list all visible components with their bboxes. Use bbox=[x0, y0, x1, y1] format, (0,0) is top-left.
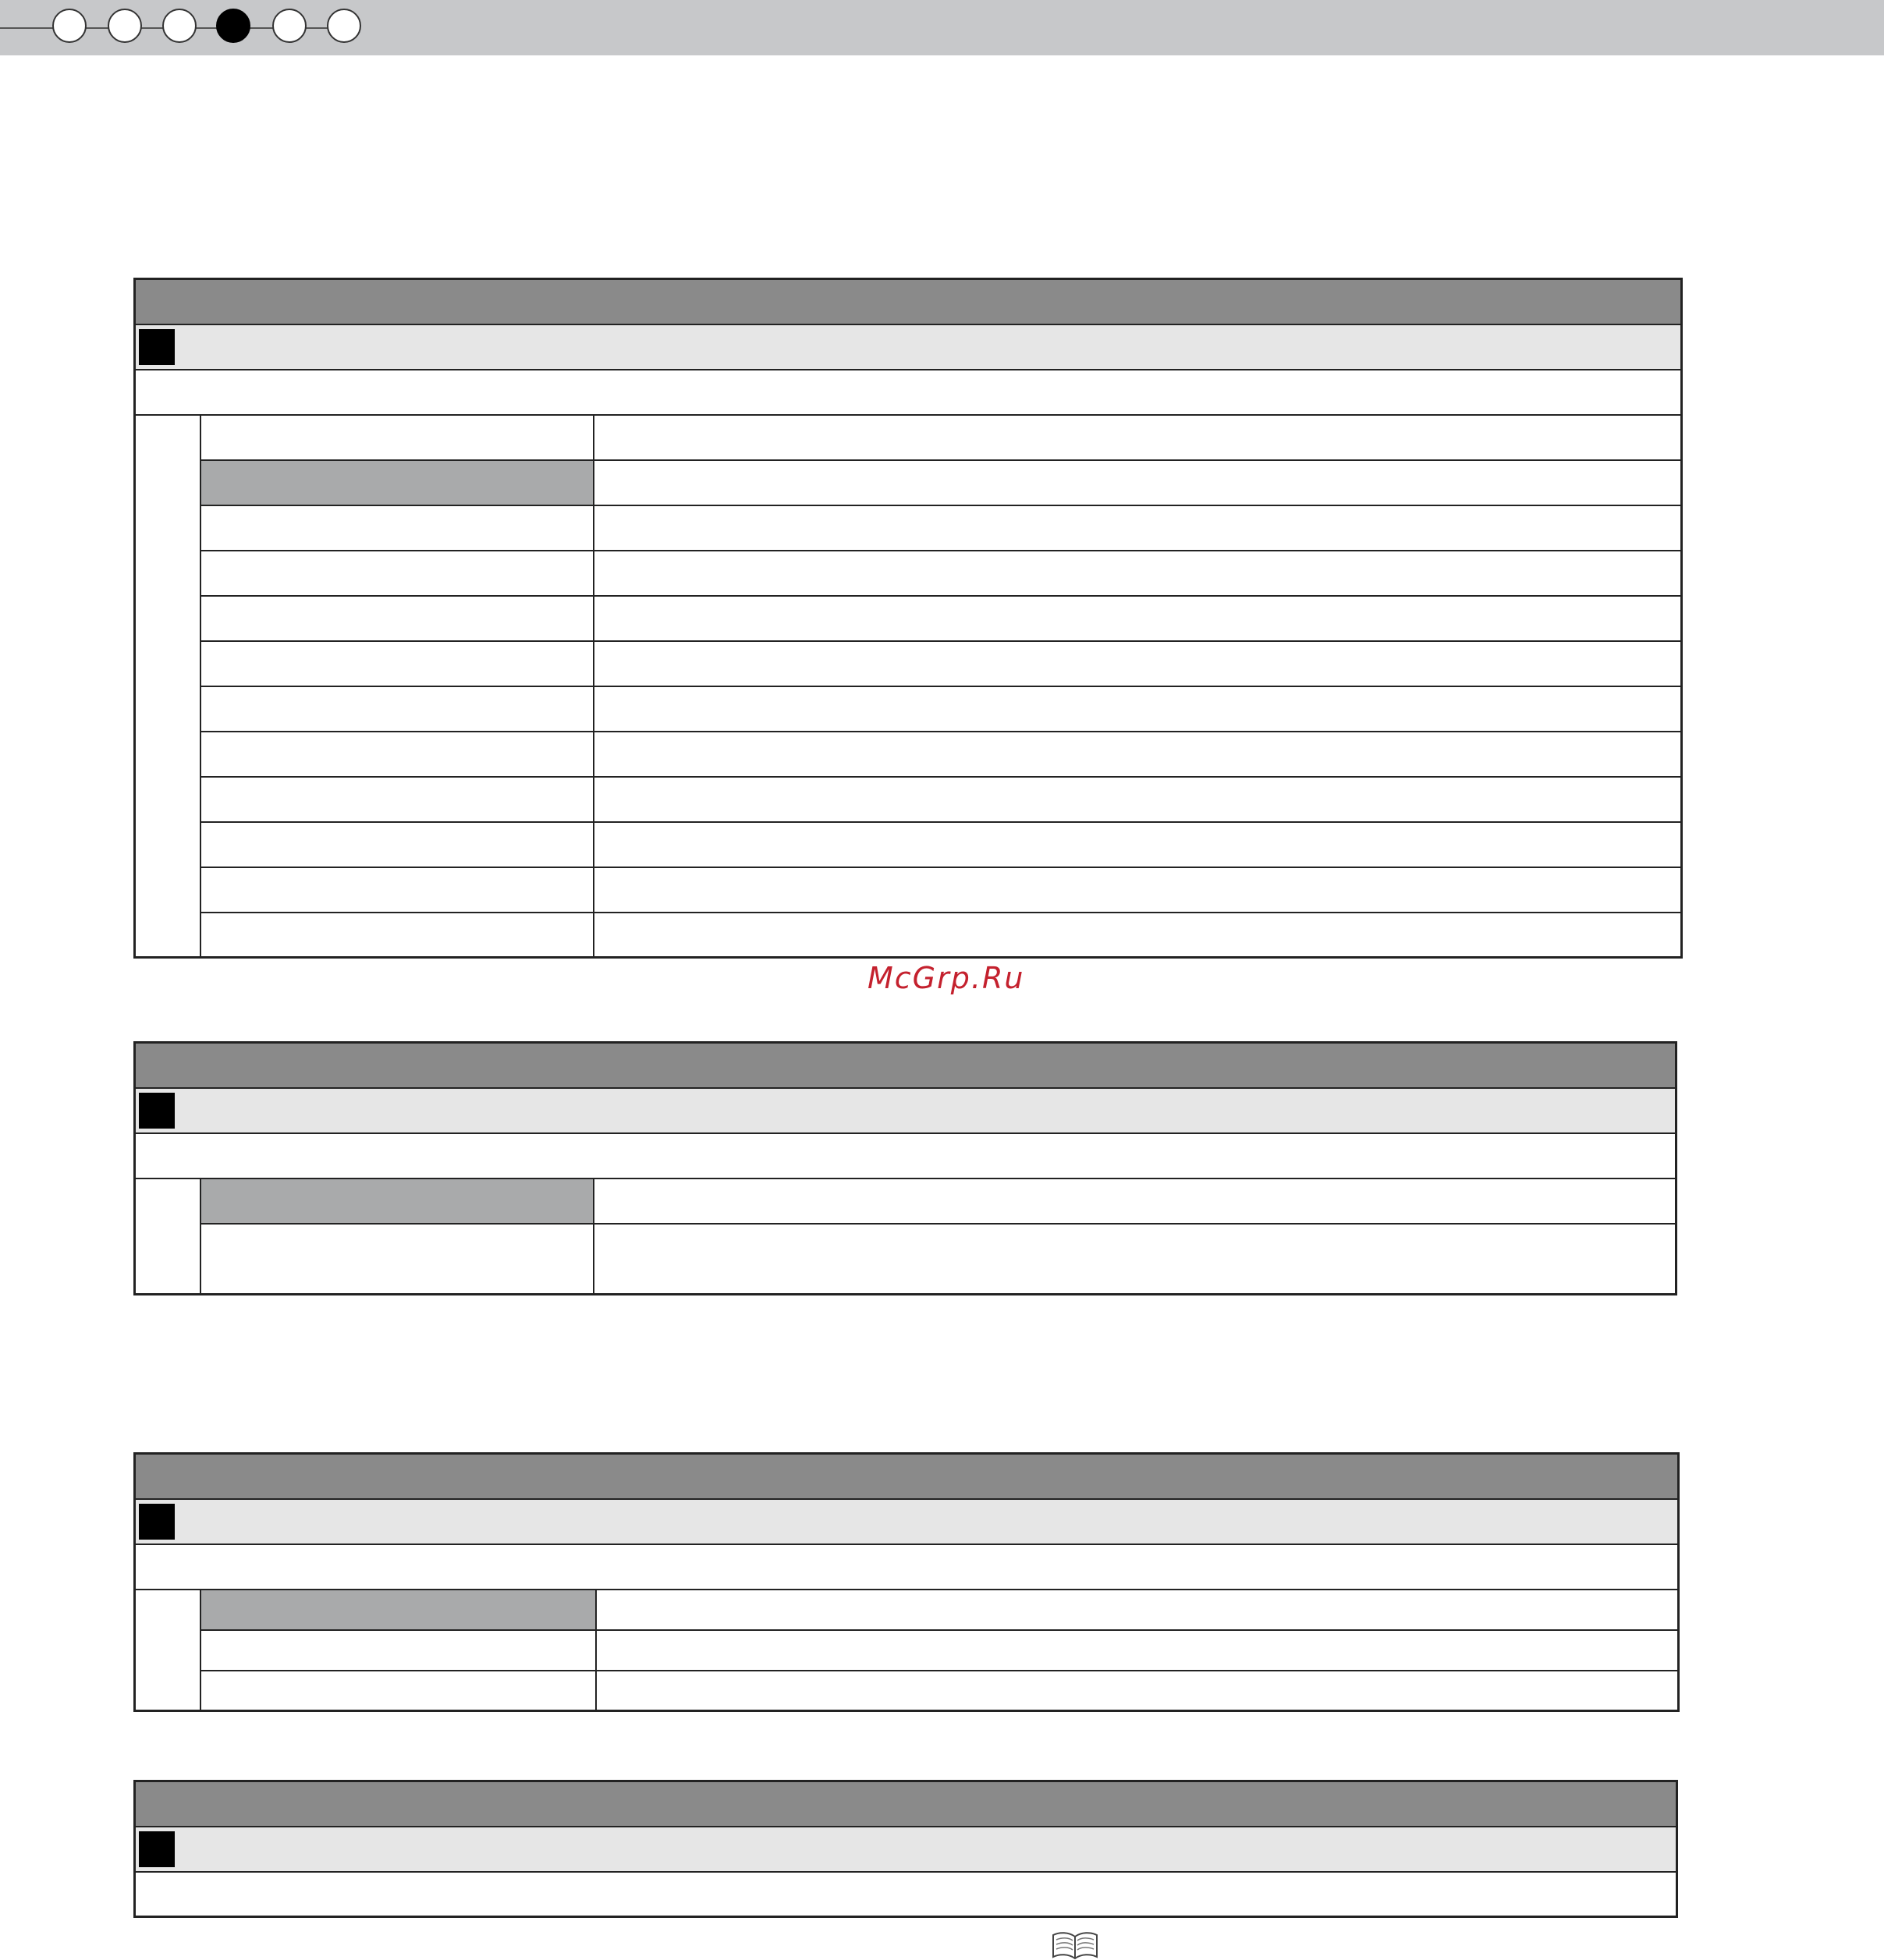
table-1-option-cell bbox=[200, 822, 594, 867]
settings-table-3 bbox=[133, 1452, 1680, 1712]
table-1-description bbox=[135, 370, 1682, 415]
table-1-value-cell bbox=[594, 415, 1682, 460]
settings-table-2 bbox=[133, 1041, 1677, 1295]
table-3-value-cell bbox=[596, 1671, 1679, 1711]
table-3-value-cell bbox=[596, 1590, 1679, 1630]
black-square-icon bbox=[139, 1831, 175, 1867]
table-4-header bbox=[135, 1781, 1677, 1827]
table-1-value-cell bbox=[594, 641, 1682, 686]
table-2-option-cell bbox=[200, 1224, 594, 1295]
table-1-group-label bbox=[135, 415, 200, 958]
table-3-header bbox=[135, 1454, 1679, 1499]
table-3-option-cell bbox=[200, 1671, 596, 1711]
table-1-option-cell bbox=[200, 596, 594, 641]
table-1-value-cell bbox=[594, 460, 1682, 505]
table-1-value-cell bbox=[594, 686, 1682, 732]
table-1-value-cell bbox=[594, 777, 1682, 822]
step-navigation-bar bbox=[0, 0, 1884, 55]
table-2-group-label bbox=[135, 1178, 200, 1295]
table-1-value-cell bbox=[594, 596, 1682, 641]
table-2-option-cell-selected bbox=[200, 1178, 594, 1224]
table-3-subheader bbox=[135, 1499, 1679, 1544]
settings-table-1 bbox=[133, 278, 1683, 959]
black-square-icon bbox=[139, 1504, 175, 1540]
table-1-option-cell bbox=[200, 415, 594, 460]
table-1-option-cell bbox=[200, 641, 594, 686]
step-6-indicator[interactable] bbox=[327, 9, 361, 43]
table-1-value-cell bbox=[594, 867, 1682, 913]
table-1-value-cell bbox=[594, 822, 1682, 867]
table-1-option-cell bbox=[200, 732, 594, 777]
table-3-option-cell-selected bbox=[200, 1590, 596, 1630]
black-square-icon bbox=[139, 329, 175, 365]
step-5-indicator[interactable] bbox=[272, 9, 307, 43]
table-1-value-cell bbox=[594, 913, 1682, 958]
table-2-subheader bbox=[135, 1088, 1676, 1133]
table-3-description bbox=[135, 1544, 1679, 1590]
table-1-option-cell bbox=[200, 777, 594, 822]
table-1-option-cell bbox=[200, 913, 594, 958]
table-1-subheader bbox=[135, 324, 1682, 370]
table-1-option-cell bbox=[200, 867, 594, 913]
table-2-value-cell bbox=[594, 1178, 1676, 1224]
table-2-header bbox=[135, 1043, 1676, 1088]
table-3-group-label bbox=[135, 1590, 200, 1711]
black-square-icon bbox=[139, 1093, 175, 1129]
table-4-subheader bbox=[135, 1827, 1677, 1872]
step-1-indicator[interactable] bbox=[52, 9, 87, 43]
book-icon[interactable] bbox=[1050, 1930, 1100, 1960]
step-3-indicator[interactable] bbox=[162, 9, 197, 43]
table-1-option-cell bbox=[200, 551, 594, 596]
table-1-option-cell bbox=[200, 505, 594, 551]
watermark-text: McGrp.Ru bbox=[867, 961, 1025, 995]
table-3-value-cell bbox=[596, 1630, 1679, 1671]
table-2-value-cell bbox=[594, 1224, 1676, 1295]
table-1-option-cell bbox=[200, 686, 594, 732]
settings-table-4 bbox=[133, 1780, 1678, 1918]
table-1-option-cell-selected bbox=[200, 460, 594, 505]
step-2-indicator[interactable] bbox=[108, 9, 142, 43]
table-3-option-cell bbox=[200, 1630, 596, 1671]
table-1-value-cell bbox=[594, 551, 1682, 596]
table-1-value-cell bbox=[594, 505, 1682, 551]
table-4-description bbox=[135, 1872, 1677, 1917]
table-2-description bbox=[135, 1133, 1676, 1178]
table-1-header bbox=[135, 279, 1682, 324]
table-1-value-cell bbox=[594, 732, 1682, 777]
step-4-indicator-active[interactable] bbox=[216, 9, 250, 43]
